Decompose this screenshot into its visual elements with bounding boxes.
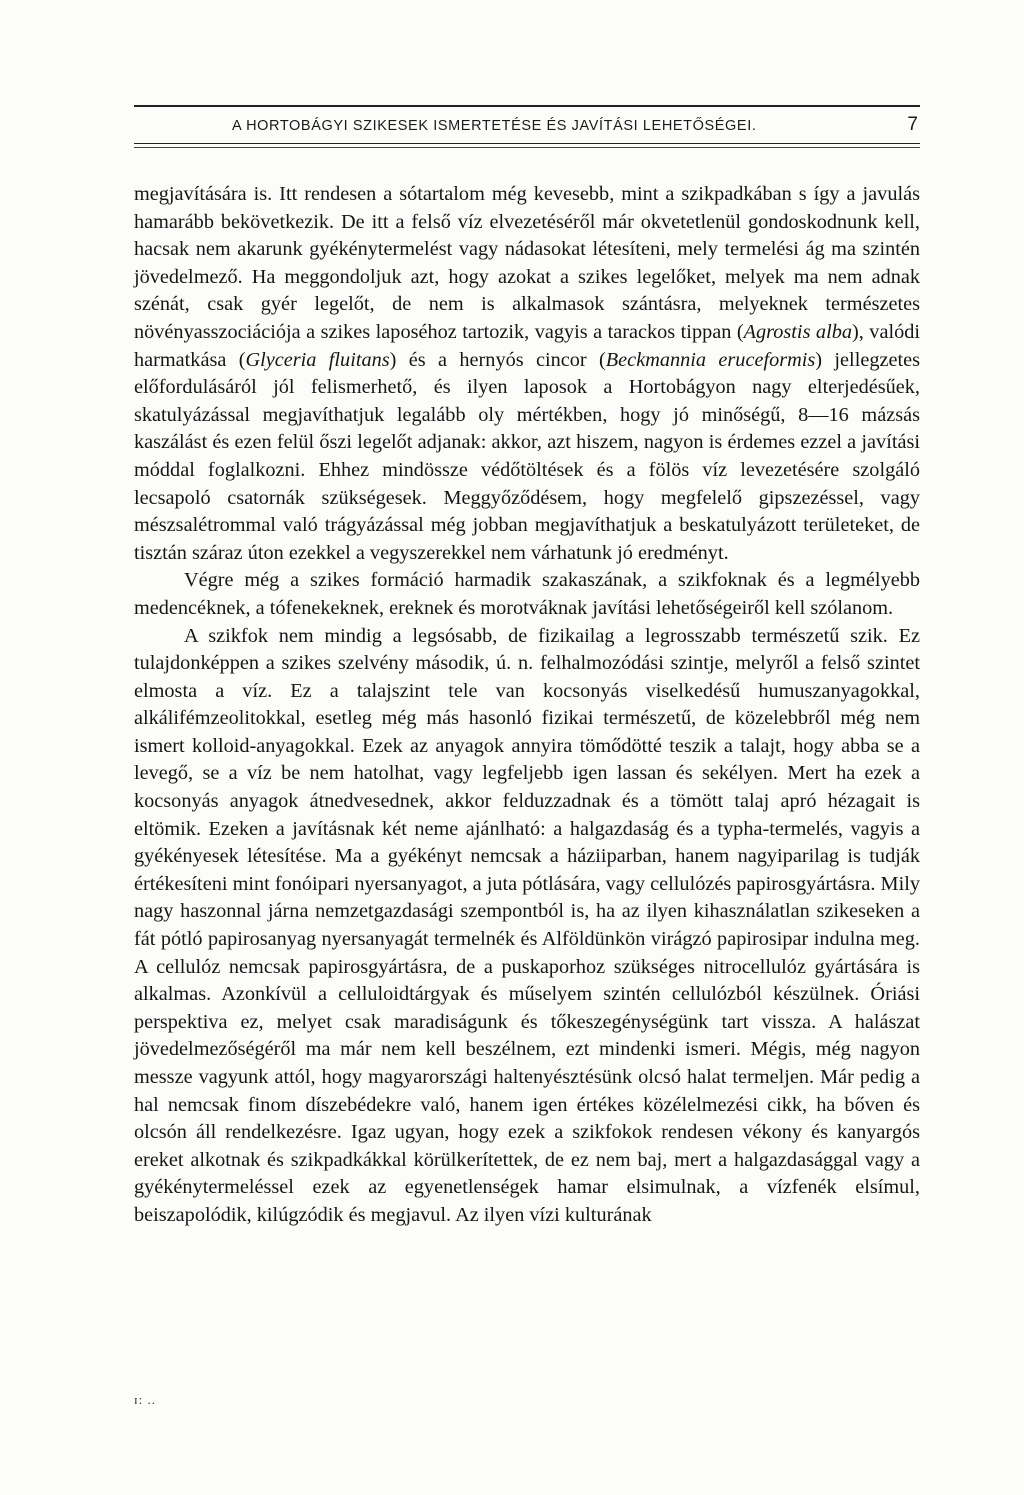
paragraph <box>134 181 920 567</box>
page-number: 7 <box>907 114 918 135</box>
species-name: Beckmannia eruceformis <box>605 348 816 371</box>
running-header <box>134 105 920 143</box>
running-head-title: A HORTOBÁGYI SZIKESEK ISMERTETÉSE ÉS JAVÍTÁSI LEHETŐSÉGEI. <box>232 118 757 134</box>
text-run: Végre még a szikes formáció harmadik szakaszának, a szikfoknak és a legmélyebb medencéknek, a tófenekeknek, ereknek és morotváknak javítási lehetőségeiről kell szólanom. <box>134 569 920 619</box>
paragraph <box>134 567 920 622</box>
text-run: ), valódi harmatkása ( <box>134 320 920 371</box>
header-double-rule <box>134 143 920 148</box>
printer-signature-mark: ɪ: .. <box>134 1392 156 1407</box>
text-run: megjavítására is. Itt rendesen a sótartalom még kevesebb, mint a szikpadkában s így a javulás hamarább bekövetkezik. De itt a felső víz elvezetéséről már okvetetlenül gondoskodnunk kell, hacsak nem akarunk gyékénytermelést vagy nádasokat létesíteni, mely termelési ág ma szintén jövedelmező. Ha meggondoljuk azt, hogy azokat a szikes legelőket, melyek ma nem adnak szénát, csak gyér legelőt, de nem is alkalmasok szántásra, melyeknek természetes növényasszociációja a szikes laposéhoz tartozik, vagyis a tarackos tippan ( <box>134 183 920 343</box>
text-run: ) és a hernyós cincor ( <box>389 348 606 371</box>
paragraph <box>134 623 920 1230</box>
species-name: Glyceria fluitans <box>245 348 390 371</box>
body-text <box>134 181 920 1230</box>
species-name: Agrostis alba <box>743 320 852 343</box>
text-run: A szikfok nem mindig a legsósabb, de fizikailag a legrosszabb természetű szik. Ez tulajdonképpen a szikes szelvény második, ú. n. felhalmozódási szintje, melyről a felső szintet elmosta a víz. Ez a talajszint tele van kocsonyás viselkedésű humuszanyagokkal, alkálifémzeolitokkal, esetleg még más hasonló fizikai természetű, de közelebbről még nem ismert kolloid-anyagokkal. Ezek az anyagok annyira tömődötté teszik a talajt, hogy abba se a levegő, se a víz be nem hatolhat, vagy legfeljebb igen lassan és sekélyen. Mert ha ezek a kocsonyás anyagok átnedvesednek, akkor felduzzadnak és a tömött talaj apró hézagait is eltömik. Ezeken a javításnak két neme ajánlható: a halgazdaság és a typha-termelés, vagyis a gyékényesek létesítése. Ma a gyékényt nemcsak a háziiparban, hanem nagyiparilag is tudják értékesíteni mint fonóipari nyersanyagot, a juta pótlására, vagy cellulózés papirosgyártásra. Mily nagy haszonnal járna nemzetgazdasági szempontból is, ha az ilyen kihasználatlan szikeseken a fát pótló papirosanyag nyersanyagát termelnék és Alföldünkön virágzó papirosipar indulna meg. A cellulóz nemcsak papirosgyártásra, de a puskaporhoz szükséges nitrocellulóz gyártására is alkalmas. Azonkívül a celluloidtárgyak és műselyem szintén cellulózból készülnek. Óriási perspektiva ez, melyet csak maradiságunk és tőkeszegénységünk tart vissza. A halászat jövedelmezőségéről ma már nem kell beszélnem, ezt mindenki ismeri. Mégis, még nagyon messze vagyunk attól, hogy magyarországi haltenyésztésünk olcsó halat termeljen. Már pedig a hal nemcsak finom díszebédekre való, hanem igen értékes közélelmezési cikk, ha bőven és olcsón áll rendelkezésre. Igaz ugyan, hogy ezek a szikfokok rendesen vékony és kanyargós ereket alkotnak és szikpadkákkal körülkerítettek, de ez nem baj, mert a halgazdasággal vagy a gyékénytermeléssel ezek az egyenetlenségek hamar elsimulnak, a vízfenék elsímul, beiszapolódik, kilúgzódik és megjavul. Az ilyen vízi kulturának <box>134 624 920 1226</box>
text-run: ) jellegzetes előfordulásáról jól felismerhető, és ilyen laposok a Hortobágyon nagy elterjedésűek, skatulyázással megjavíthatjuk legalább oly mértékben, hogy jó minőségű, 8—16 mázsás kaszálást és ezen felül őszi legelőt adjanak: akkor, azt hiszem, nagyon is érdemes ezzel a javítási móddal foglalkozni. Ehhez mindössze védőtöltések és a fölös víz levezetésére szolgáló lecsapoló csatornák szükségesek. Meggyőződésem, hogy megfelelő gipszezéssel, vagy mészsalétrommal való trágyázással még jobban megjavíthatjuk a beskatulyázott területeket, de tisztán száraz úton ezekkel a vegyszerekkel nem várhatunk jó eredményt. <box>134 348 921 564</box>
